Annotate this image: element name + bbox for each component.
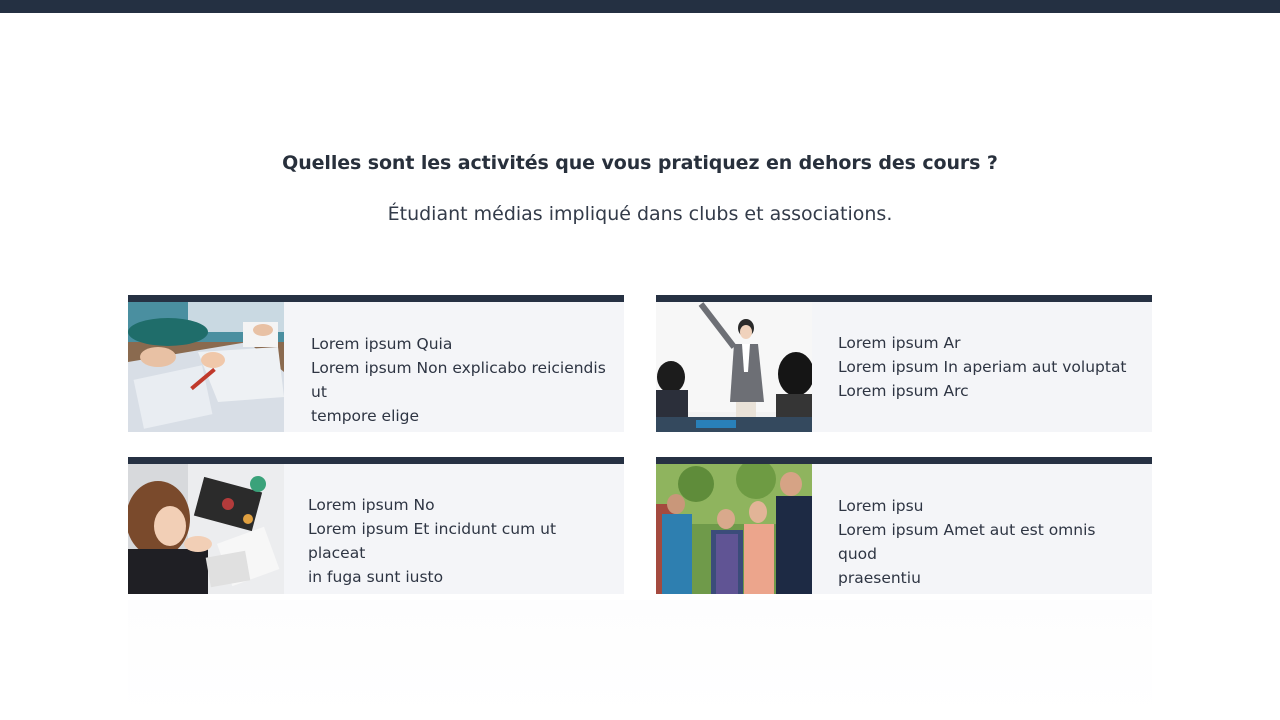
card-text-line: Lorem ipsum Non explicabo reiciendis ut [311,359,606,401]
activity-card [656,295,1152,432]
card-text-line: Lorem ipsum In aperiam aut voluptat [838,358,1127,376]
section-answer: Étudiant médias impliqué dans clubs et associations. [387,203,893,225]
card-title: Lorem ipsum No [308,496,435,514]
card-text-line: in fuga sunt iusto [308,568,444,586]
top-bar [0,0,1280,13]
card-text-line: Lorem ipsum Et incidunt cum ut placeat [308,520,557,562]
woman-desk-photo [128,464,284,594]
card-text-line: praesentiu [838,569,921,587]
card-text-line: Lorem ipsum Arc [838,382,969,400]
activity-card [128,295,624,432]
students-studying-photo [128,302,284,432]
card-text-line: Lorem ipsum Amet aut est omnis quod [838,521,1096,563]
section-question: Quelles sont les activités que vous pratiquez en dehors des cours ? [282,152,998,174]
activity-card [128,457,624,594]
content-panel-footer [128,600,1152,720]
students-group-photo [656,464,812,594]
card-title: Lorem ipsum Ar [838,334,961,352]
card-text-line: tempore elige [311,407,420,425]
teacher-classroom-photo [656,302,812,432]
card-title: Lorem ipsum Quia [311,335,453,353]
card-title: Lorem ipsu [838,497,924,515]
activity-card [656,457,1152,594]
